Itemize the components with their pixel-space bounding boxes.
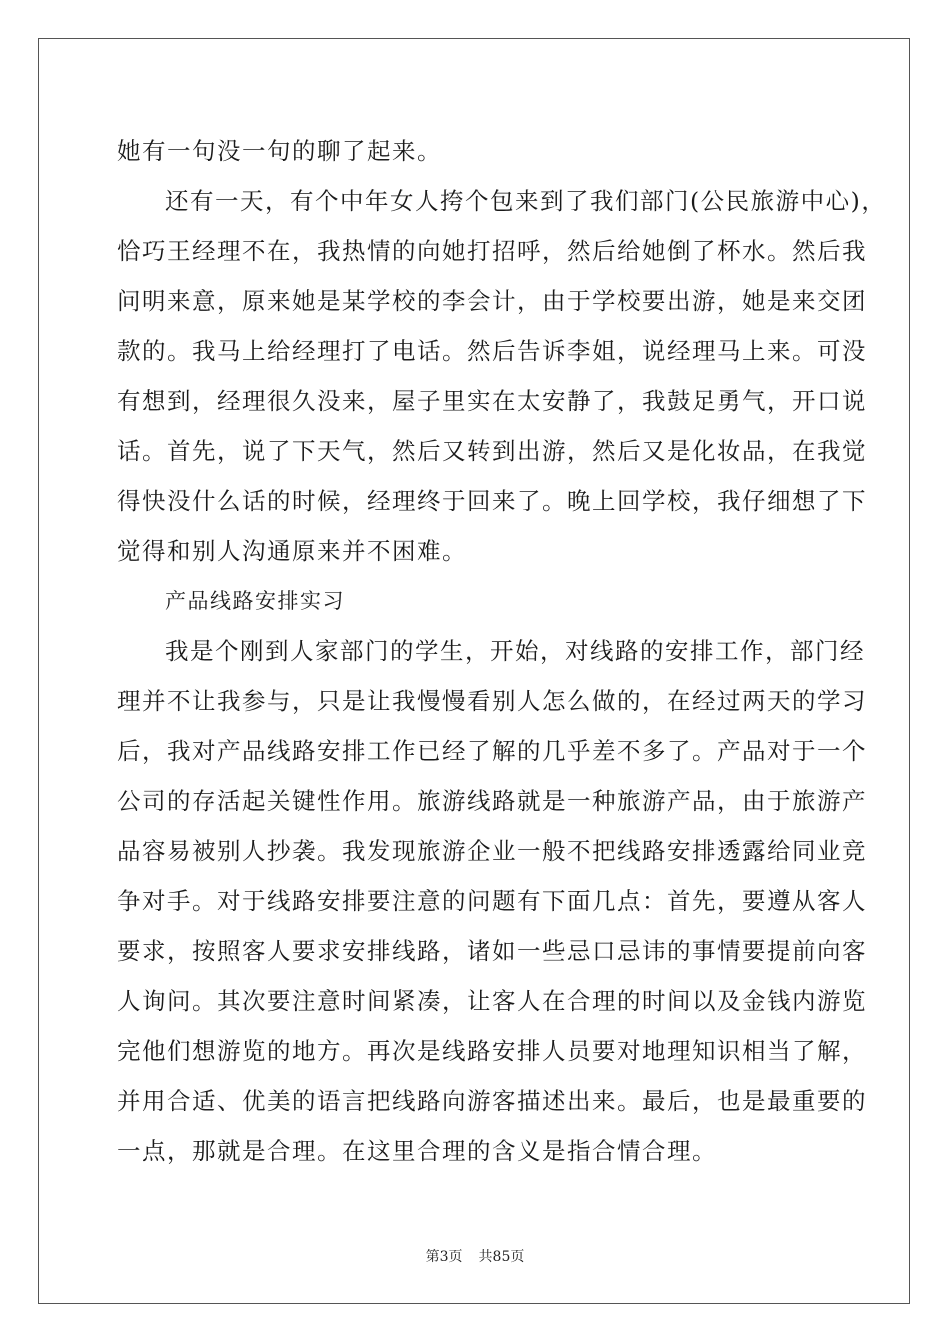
- paragraph-line: 品容易被别人抄袭。我发现旅游企业一般不把线路安排透露给同业竞: [117, 837, 867, 865]
- paragraph-line: 人询问。其次要注意时间紧凑，让客人在合理的时间以及金钱内游览: [117, 987, 867, 1015]
- paragraph-line: 要求，按照客人要求安排线路，诸如一些忌口忌讳的事情要提前向客: [117, 937, 867, 965]
- paragraph-line: 她有一句没一句的聊了起来。: [117, 137, 442, 165]
- total-label: 共: [478, 1249, 493, 1265]
- paragraph-line: 话。首先，说了下天气，然后又转到出游，然后又是化妆品，在我觉: [117, 437, 867, 465]
- total-unit: 页: [510, 1249, 525, 1265]
- paragraph-line: 还有一天，有个中年女人挎个包来到了我们部门(公民旅游中心)，: [165, 187, 887, 215]
- document-body: [117, 126, 887, 1176]
- page-label: 第: [425, 1249, 440, 1265]
- paragraph-line: 有想到，经理很久没来，屋子里实在太安静了，我鼓足勇气，开口说: [117, 387, 867, 415]
- paragraph-line: 恰巧王经理不在，我热情的向她打招呼，然后给她倒了杯水。然后我: [117, 237, 867, 265]
- paragraph-line: 后，我对产品线路安排工作已经了解的几乎差不多了。产品对于一个: [117, 737, 867, 765]
- paragraph-line: 款的。我马上给经理打了电话。然后告诉李姐，说经理马上来。可没: [117, 337, 867, 365]
- paragraph-line: 完他们想游览的地方。再次是线路安排人员要对地理知识相当了解，: [117, 1037, 867, 1065]
- page-number: 3: [439, 1249, 449, 1265]
- paragraph-line: 我是个刚到人家部门的学生，开始，对线路的安排工作，部门经: [165, 637, 865, 665]
- page-unit: 页: [448, 1249, 463, 1265]
- paragraph-line: 并用合适、优美的语言把线路向游客描述出来。最后，也是最重要的: [117, 1087, 867, 1115]
- paragraph-line: 觉得和别人沟通原来并不困难。: [117, 537, 467, 565]
- total-pages: 85: [492, 1249, 511, 1265]
- paragraph-line: 一点，那就是合理。在这里合理的含义是指合情合理。: [117, 1137, 717, 1165]
- page-footer: [0, 1246, 950, 1266]
- paragraph-line: 问明来意，原来她是某学校的李会计，由于学校要出游，她是来交团: [117, 287, 867, 315]
- section-heading: 产品线路安排实习: [165, 589, 345, 613]
- paragraph-line: 争对手。对于线路安排要注意的问题有下面几点：首先，要遵从客人: [117, 887, 867, 915]
- paragraph-line: 理并不让我参与，只是让我慢慢看别人怎么做的，在经过两天的学习: [117, 687, 867, 715]
- paragraph-line: 公司的存活起关键性作用。旅游线路就是一种旅游产品，由于旅游产: [117, 787, 867, 815]
- paragraph-line: 得快没什么话的时候，经理终于回来了。晚上回学校，我仔细想了下: [117, 487, 867, 515]
